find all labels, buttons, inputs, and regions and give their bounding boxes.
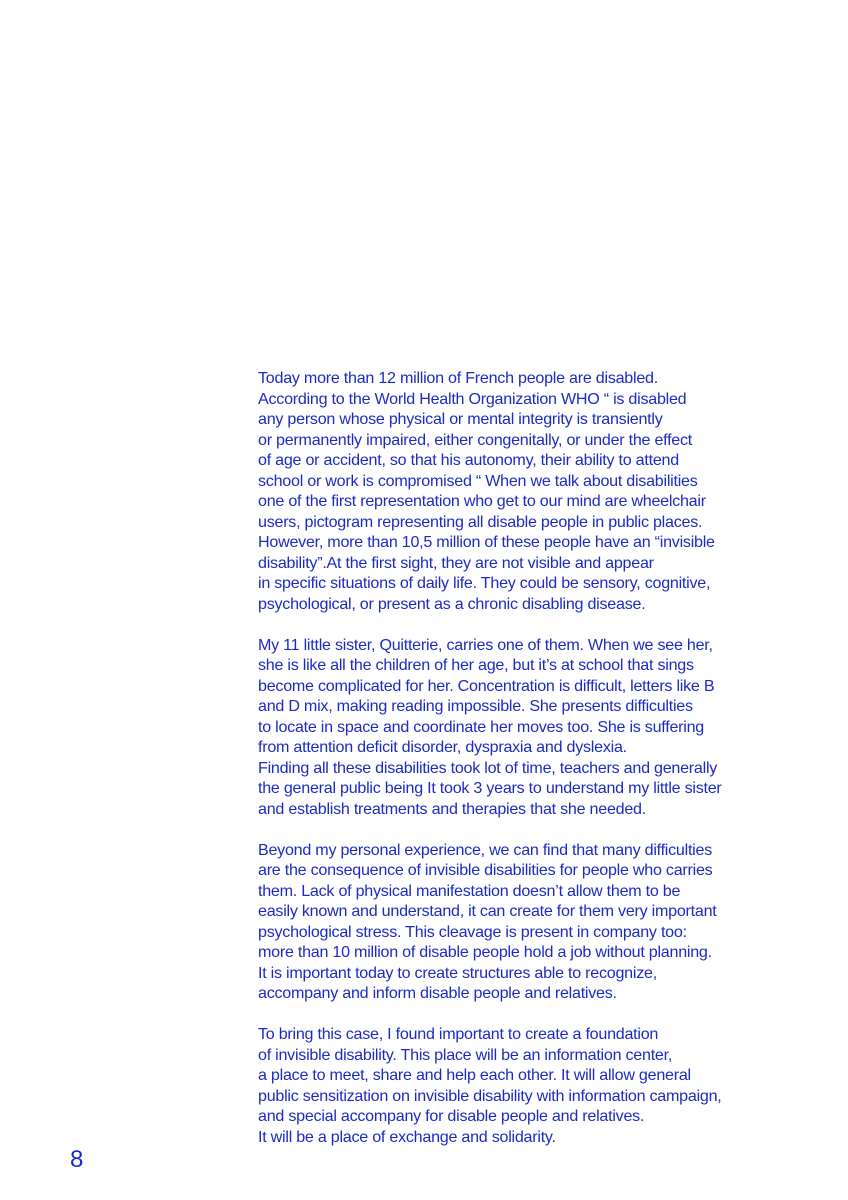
- text-line: accompany and inform disable people and relatives.: [258, 984, 617, 1002]
- text-line: public sensitization on invisible disability with information campaign,: [258, 1086, 722, 1105]
- text-line: are the consequence of invisible disabilities for people who carries: [258, 861, 713, 879]
- text-line: Beyond my personal experience, we can find that many difficulties: [258, 840, 713, 859]
- text-line: a place to meet, share and help each other. It will allow general: [258, 1066, 691, 1084]
- paragraph-personal-story: [258, 635, 818, 820]
- text-line: psychological, or present as a chronic disabling disease.: [258, 594, 646, 613]
- page-number: 8: [70, 1146, 84, 1173]
- text-line: users, pictogram representing all disable people in public places.: [258, 512, 703, 531]
- text-line: from attention deficit disorder, dyspraxia and dyslexia.: [258, 738, 627, 756]
- text-line: and D mix, making reading impossible. She presents difficulties: [258, 697, 693, 715]
- text-line: school or work is compromised “ When we talk about disabilities: [258, 471, 698, 490]
- text-line: To bring this case, I found important to create a foundation: [258, 1025, 659, 1043]
- text-line: Today more than 12 million of French people are disabled.: [258, 369, 658, 387]
- text-line: It will be a place of exchange and solidarity.: [258, 1127, 556, 1146]
- text-line: easily known and understand, it can create for them very important: [258, 902, 717, 920]
- text-line: or permanently impaired, either congenitally, or under the effect: [258, 430, 693, 449]
- text-line: It is important today to create structures able to recognize,: [258, 963, 657, 982]
- text-line: she is like all the children of her age, but it’s at school that sings: [258, 656, 694, 674]
- text-line: to locate in space and coordinate her moves too. She is suffering: [258, 717, 704, 736]
- body-text: [258, 368, 818, 1147]
- text-line: psychological stress. This cleavage is present in company too:: [258, 922, 687, 941]
- text-line: of invisible disability. This place will be an information center,: [258, 1045, 673, 1064]
- text-line: However, more than 10,5 million of these people have an “invisible: [258, 533, 715, 551]
- text-line: Finding all these disabilities took lot of time, teachers and generally: [258, 758, 718, 777]
- paragraph-consequences: [258, 840, 818, 1004]
- text-line: any person whose physical or mental integrity is transiently: [258, 410, 663, 428]
- text-line: My 11 little sister, Quitterie, carries one of them. When we see her,: [258, 635, 713, 654]
- text-line: and establish treatments and therapies that she needed.: [258, 799, 646, 818]
- text-line: one of the first representation who get to our mind are wheelchair: [258, 492, 706, 510]
- text-line: the general public being It took 3 years to understand my little sister: [258, 779, 722, 797]
- paragraph-foundation: [258, 1024, 818, 1147]
- text-line: more than 10 million of disable people hold a job without planning.: [258, 943, 712, 961]
- text-line: in specific situations of daily life. They could be sensory, cognitive,: [258, 574, 711, 592]
- text-line: and special accompany for disable people and relatives.: [258, 1107, 645, 1125]
- paragraph-statistics: [258, 368, 818, 614]
- text-line: become complicated for her. Concentration is difficult, letters like B: [258, 676, 715, 695]
- text-line: disability”.At the first sight, they are not visible and appear: [258, 553, 654, 572]
- text-line: According to the World Health Organization WHO “ is disabled: [258, 389, 687, 408]
- text-line: of age or accident, so that his autonomy, their ability to attend: [258, 451, 679, 469]
- text-line: them. Lack of physical manifestation doesn’t allow them to be: [258, 881, 681, 900]
